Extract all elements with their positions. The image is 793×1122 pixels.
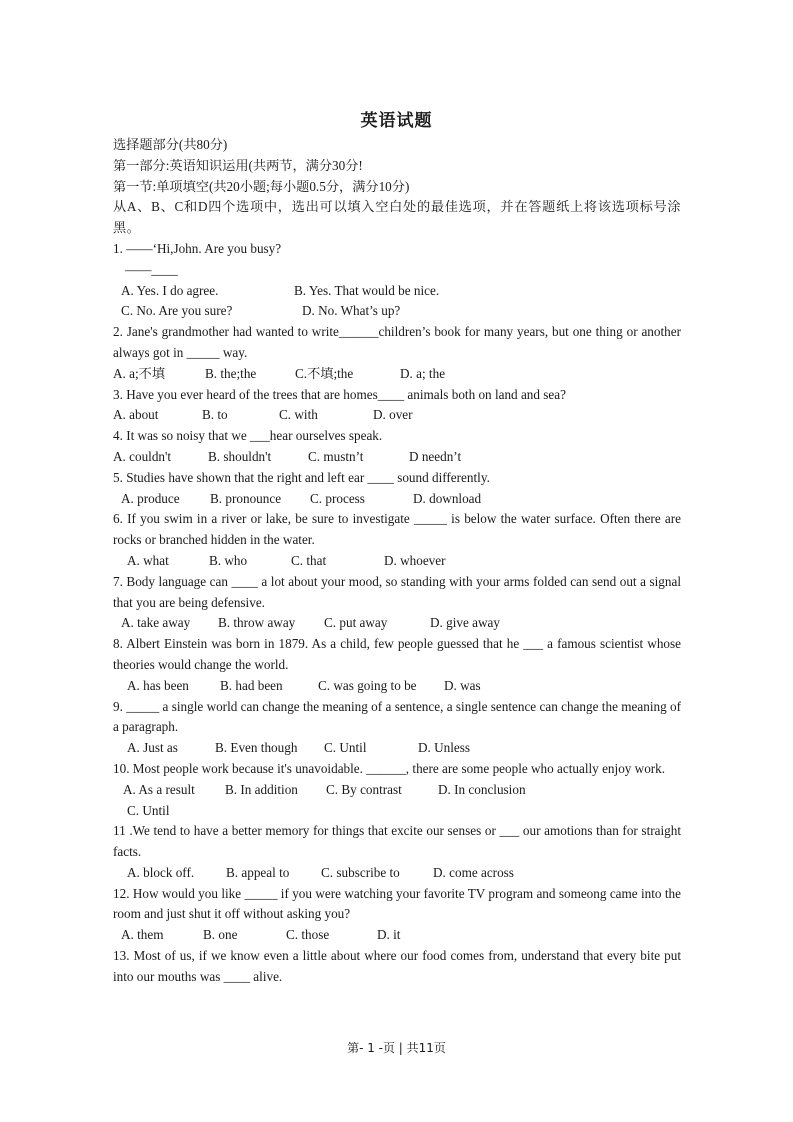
option: C. process	[310, 490, 365, 506]
option: B. shouldn't	[208, 448, 272, 464]
question-options	[113, 738, 681, 759]
option: B. Even though	[215, 740, 298, 756]
option: D. come across	[433, 864, 514, 880]
question-stem: 13. Most of us, if we know even a little about where our food comes from, understand that every bite put into our mouths was ____ alive.	[113, 948, 681, 984]
option: B. appeal to	[226, 864, 290, 880]
option: D. it	[377, 927, 401, 943]
question-options	[113, 364, 681, 385]
option: B. who	[209, 552, 248, 568]
option: B. one	[203, 927, 238, 943]
option: D. over	[373, 407, 413, 423]
section-heading: 选择题部分(共80分)	[113, 137, 228, 152]
question-options	[113, 447, 681, 468]
question-stem: 8. Albert Einstein was born in 1879. As a child, few people guessed that he ___ a famous scientist whose theories would change the world.	[113, 636, 681, 672]
question-options	[113, 405, 681, 426]
option: A. take away	[121, 615, 191, 631]
question-stem: 3. Have you ever heard of the trees that are homes____ animals both on land and sea?	[113, 386, 566, 402]
option: C. Until	[127, 802, 170, 818]
part-heading: 第一部分:英语知识运用(共两节，满分30分!	[113, 157, 363, 173]
option: A. As a result	[123, 781, 195, 797]
exam-content	[113, 135, 681, 988]
question-stem: 5. Studies have shown that the right and left ear ____ sound differently.	[113, 469, 490, 485]
question-options	[113, 676, 681, 697]
option: A. produce	[121, 490, 180, 506]
option: A. couldn't	[113, 448, 172, 464]
option: C. mustn’t	[308, 448, 364, 464]
option: C. that	[291, 552, 327, 568]
option: D. a; the	[400, 365, 446, 381]
option: C. Until	[324, 740, 367, 756]
question-stem: 1. ——‘Hi,John. Are you busy?	[113, 240, 282, 256]
question-options	[113, 863, 681, 884]
question-stem: 2. Jane's grandmother had wanted to write______children’s book for many years, but one thing or another always got in _____ way.	[113, 324, 681, 360]
option: D. whoever	[384, 552, 446, 568]
option: B. Yes. That would be nice.	[294, 282, 440, 298]
option: D. In conclusion	[438, 781, 526, 797]
option: B. had been	[220, 677, 283, 693]
question-options	[113, 551, 681, 572]
option: B. the;the	[205, 365, 257, 381]
instructions: 从A、B、C和D四个选项中，选出可以填入空白处的最佳选项，并在答题纸上将该选项标号涂黑。	[113, 199, 681, 236]
option: A. Yes. I do agree.	[121, 282, 219, 298]
question-options	[113, 489, 681, 510]
option: A. what	[127, 552, 169, 568]
option: A. has been	[127, 677, 189, 693]
question-stem: 12. How would you like _____ if you were watching your favorite TV program and someong came into the room and just shut it off without asking you?	[113, 885, 681, 922]
option: A. block off.	[127, 864, 195, 880]
question-stem: 11 .We tend to have a better memory for things that excite our senses or ___ our amotions than for straight facts.	[113, 823, 681, 860]
question-stem: 7. Body language can ____ a lot about your mood, so standing with your arms folded can send out a signal that you are being defensive.	[113, 573, 681, 610]
option: C. No. Are you sure?	[121, 303, 233, 319]
option: C. was going to be	[318, 677, 417, 693]
question-dialogue-line: ——____	[125, 261, 178, 277]
subsection-heading: 第一节:单项填空(共20小题;每小题0.5分，满分10分)	[113, 178, 410, 194]
question-stem: 4. It was so noisy that we ___hear ourselves speak.	[113, 428, 383, 444]
question-options	[113, 613, 681, 634]
option: D. download	[413, 490, 482, 506]
question-options	[113, 281, 681, 302]
option: B. to	[202, 407, 228, 423]
question-options	[113, 780, 681, 801]
option: C. with	[279, 407, 318, 423]
option: C. put away	[324, 615, 388, 631]
option: B. pronounce	[210, 490, 282, 506]
question-stem: 6. If you swim in a river or lake, be sure to investigate _____ is below the water surface. Often there are rocks or branched hidden in the water.	[113, 511, 681, 548]
option: A. them	[121, 927, 164, 943]
question-options	[113, 301, 681, 322]
page-footer: 第- 1 -页 | 共11页	[347, 1041, 446, 1055]
option: A. about	[113, 407, 159, 423]
option: A. Just as	[127, 740, 178, 756]
option: A. a;不填	[113, 365, 166, 381]
question-options	[113, 801, 681, 822]
option: B. In addition	[225, 781, 298, 797]
option: C. subscribe to	[321, 864, 400, 880]
question-options	[113, 925, 681, 946]
option: B. throw away	[218, 615, 296, 631]
option: D. No. What’s up?	[302, 303, 401, 319]
option: C. By contrast	[326, 781, 402, 797]
option: D needn’t	[409, 448, 462, 464]
option: D. was	[444, 677, 481, 693]
question-stem: 10. Most people work because it's unavoidable. ______, there are some people who actually enjoy work.	[113, 760, 666, 776]
page-title: 英语试题	[360, 111, 433, 131]
option: D. Unless	[418, 740, 471, 756]
option: C. those	[286, 927, 330, 943]
option: D. give away	[430, 615, 500, 631]
question-stem: 9. _____ a single world can change the meaning of a sentence, a single sentence can change the meaning of a paragraph.	[113, 698, 681, 735]
option: C.不填;the	[295, 365, 354, 381]
